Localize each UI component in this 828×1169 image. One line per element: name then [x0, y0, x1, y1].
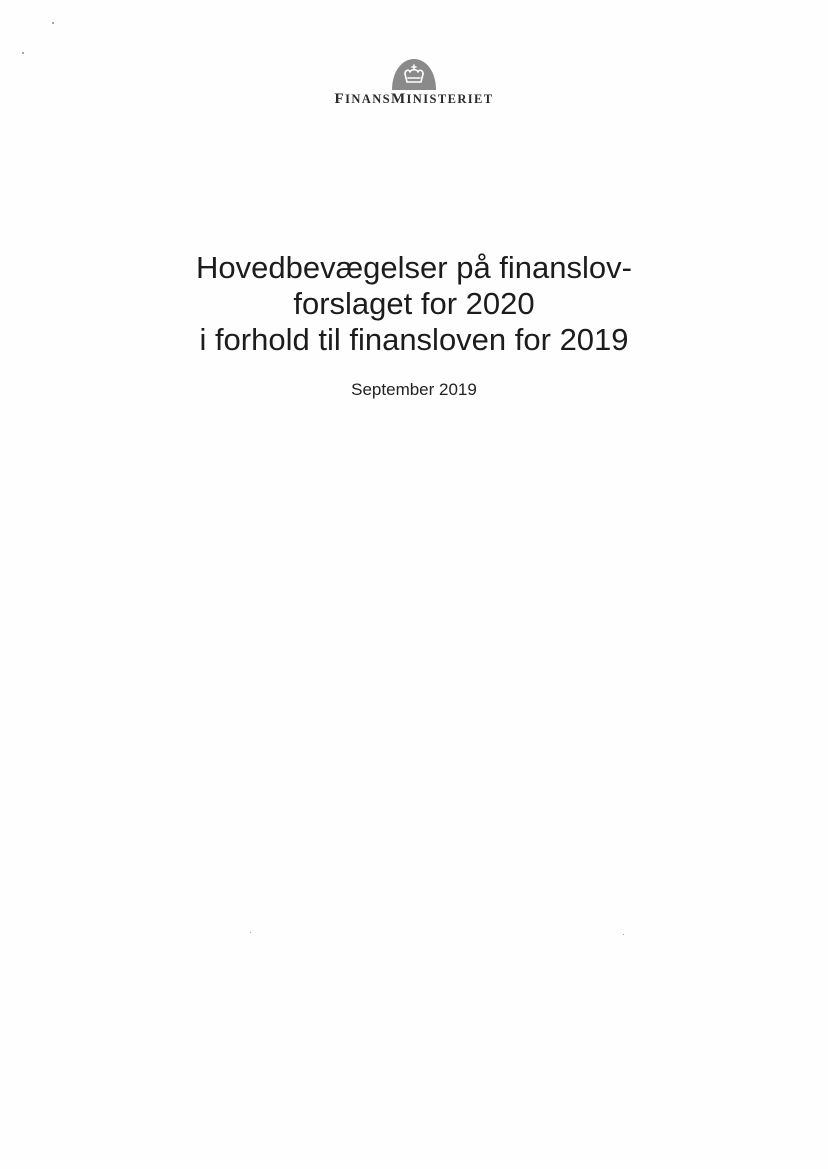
ministry-name [0, 91, 828, 108]
scan-speck [250, 932, 251, 933]
ministry-part-inisteriet: INISTERIET [406, 92, 494, 106]
scan-speck [52, 22, 54, 24]
document-title [0, 250, 828, 358]
title-line-3: i forhold til finansloven for 2019 [199, 322, 629, 357]
scan-speck [623, 934, 624, 935]
ministry-part-inans: INANS [345, 92, 391, 106]
title-line-2: forslaget for 2020 [293, 286, 535, 321]
crown-crest-icon [391, 56, 437, 92]
title-line-1: Hovedbevægelser på finanslov- [196, 250, 632, 285]
scan-speck [22, 52, 24, 54]
ministry-initial-m: M [390, 91, 407, 107]
document-date: September 2019 [351, 380, 477, 399]
ministry-initial-f: F [334, 91, 346, 107]
ministry-logo [0, 56, 828, 92]
